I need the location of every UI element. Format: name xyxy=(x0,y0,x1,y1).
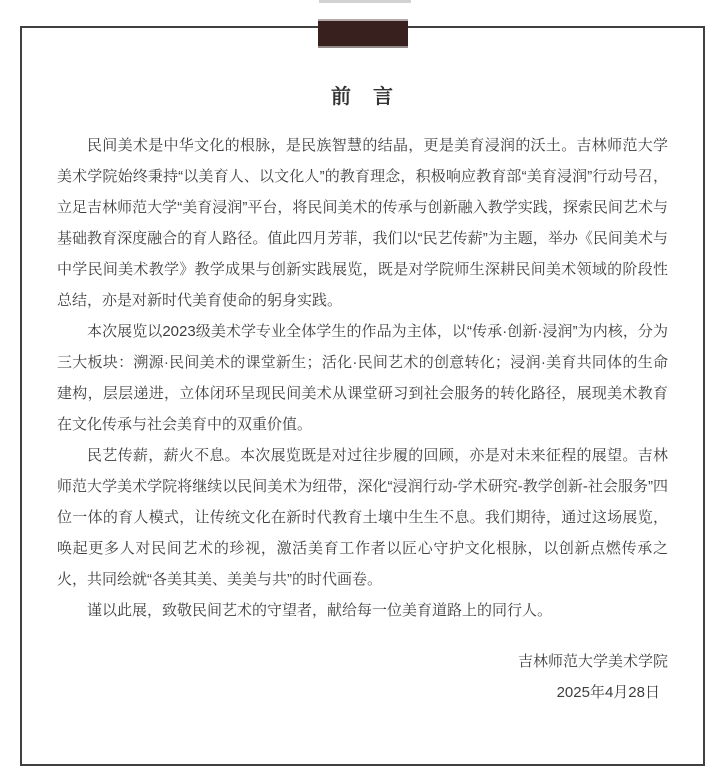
signature-organization: 吉林师范大学美术学院 xyxy=(517,653,668,670)
decorative-tab-block xyxy=(318,19,408,48)
paragraph-3: 民艺传薪，薪火不息。本次展览既是对过往步履的回顾，亦是对未来征程的展望。吉林师范大学美术学院将继续以民间美术为纽带，深化“浸润行动-学术研究-教学创新-社会服务”四位一体的育人模式，让传统文化在新时代教育土壤中生生不息。我们期待，通过这场展览，唤起更多人对民间艺术的珍视，激活美育工作者以匠心守护文化根脉，以创新点燃传承之火，共同绘就“各美其美、美美与共”的时代画卷。 xyxy=(57,447,668,588)
content-frame xyxy=(20,26,705,766)
top-gray-strip xyxy=(319,0,411,3)
paragraph-1: 民间美术是中华文化的根脉，是民族智慧的结晶，更是美育浸润的沃土。吉林师范大学美术学院始终秉持“以美育人、以文化人”的教育理念，积极响应教育部“美育浸润”行动号召，立足吉林师范大学“美育浸润”平台，将民间美术的传承与创新融入教学实践，探索民间艺术与基础教育深度融合的育人路径。值此四月芳菲，我们以“民艺传薪”为主题，举办《民间美术与中学民间美术教学》教学成果与创新实践展览，既是对学院师生深耕民间美术领域的阶段性总结，亦是对新时代美育使命的躬身实践。 xyxy=(57,137,668,309)
preface-body xyxy=(57,130,668,626)
signature-date: 2025年4月28日 xyxy=(556,684,660,701)
paragraph-4: 谨以此展，致敬民间艺术的守望者，献给每一位美育道路上的同行人。 xyxy=(87,602,553,619)
paragraph-2: 本次展览以2023级美术学专业全体学生的作品为主体，以“传承·创新·浸润”为内核，分为三大板块：溯源·民间美术的课堂新生；活化·民间艺术的创意转化；浸润·美育共同体的生命建构，层层递进，立体闭环呈现民间美术从课堂研习到社会服务的转化路径，展现美术教育在文化传承与社会美育中的双重价值。 xyxy=(57,323,668,433)
signature-block xyxy=(57,646,668,708)
page-title: 前 言 xyxy=(331,86,394,108)
